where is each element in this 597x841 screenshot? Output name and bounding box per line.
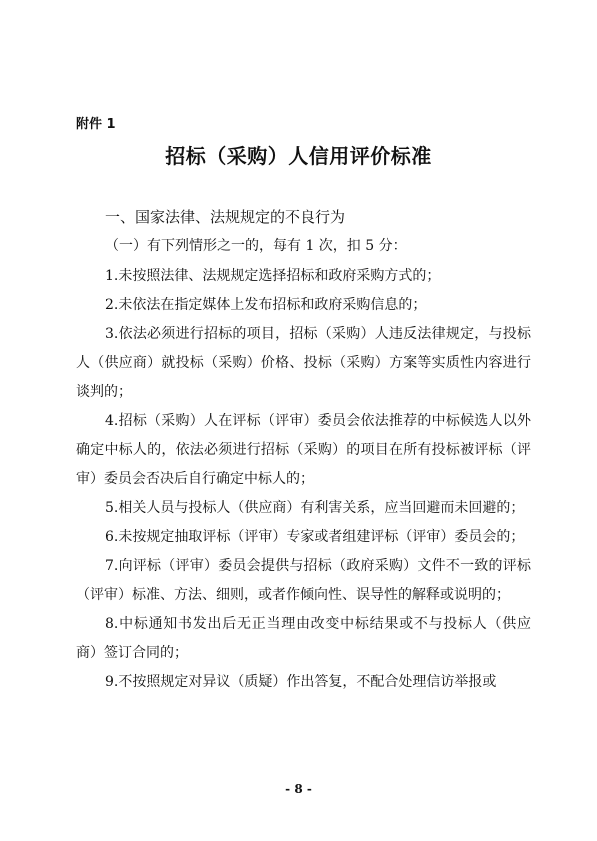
page-number: - 8 - <box>285 782 312 796</box>
attachment-label: 附件 1 <box>76 117 116 132</box>
clause-item-1: 1.未按照法律、法规规定选择招标和政府采购方式的； <box>105 268 441 284</box>
clause-item-6: 6.未按规定抽取评标（评审）专家或者组建评标（评审）委员会的； <box>105 529 525 545</box>
clause-item-5: 5.相关人员与投标人（供应商）有利害关系，应当回避而未回避的； <box>105 500 525 516</box>
document-title: 招标（采购）人信用评价标准 <box>165 144 432 168</box>
clause-item-3: 3.依法必须进行招标的项目，招标（采购）人违反法律规定，与投标人（供应商）就投标（采购）价格、投标（采购）方案等实质性内容进行谈判的； <box>76 326 531 400</box>
section-heading: 一、国家法律、法规规定的不良行为 <box>105 208 346 226</box>
clause-list <box>76 262 531 697</box>
clause-item-2: 2.未依法在指定媒体上发布招标和政府采购信息的； <box>105 297 427 313</box>
clause-item-9: 9.不按照规定对异议（质疑）作出答复，不配合处理信访举报或 <box>105 674 497 690</box>
subsection-heading: （一）有下列情形之一的，每有 1 次，扣 5 分： <box>105 238 407 254</box>
clause-item-8: 8.中标通知书发出后无正当理由改变中标结果或不与投标人（供应商）签订合同的； <box>76 616 531 661</box>
clause-item-7: 7.向评标（评审）委员会提供与招标（政府采购）文件不一致的评标（评审）标准、方法、细则，或者作倾向性、误导性的解释或说明的； <box>76 558 531 603</box>
clause-item-4: 4.招标（采购）人在评标（评审）委员会依法推荐的中标候选人以外确定中标人的，依法必须进行招标（采购）的项目在所有投标被评标（评审）委员会否决后自行确定中标人的； <box>76 413 531 487</box>
